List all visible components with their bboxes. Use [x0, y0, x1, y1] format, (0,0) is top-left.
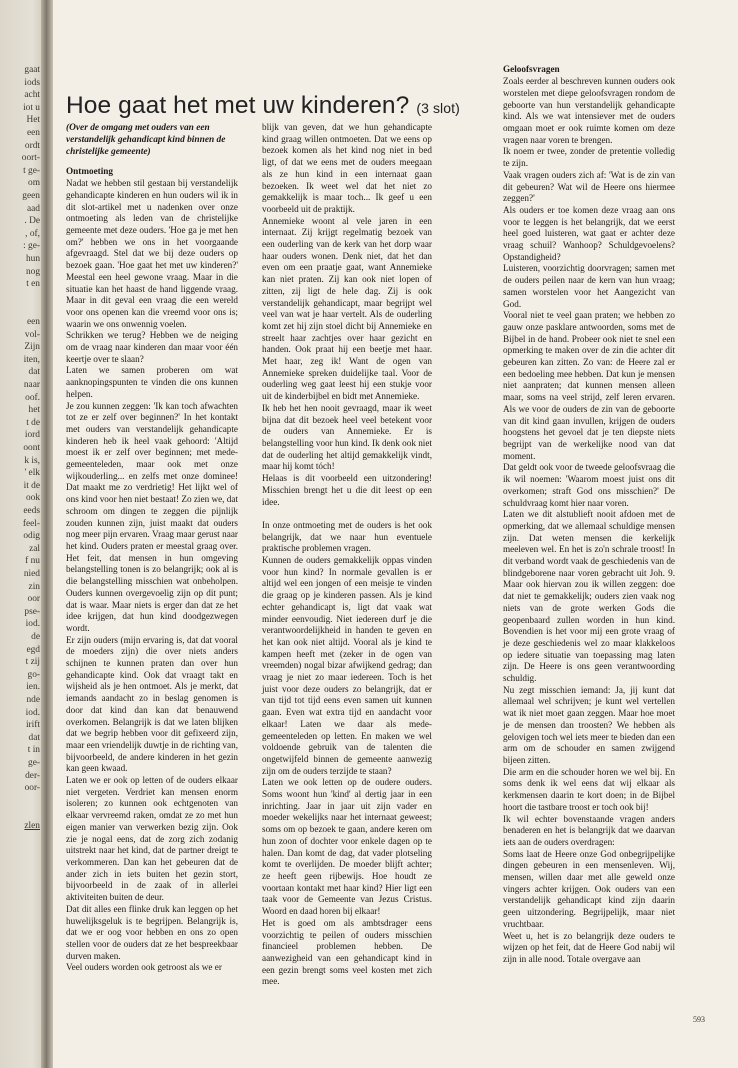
paragraph: Als ouders er toe komen deze vraag aan ons voor te leggen is het belangrijk, dat we eerst heel goed luisteren, wat gaat er achter deze vraag schuil? Wanhoop? Schuldgevoelens? Opstandigheid? — [503, 204, 675, 262]
spine-text-line: . De — [24, 216, 40, 227]
spine-text-line: zin — [28, 581, 40, 592]
spine-text-line: aad — [26, 203, 40, 214]
spine-text-line: go- — [27, 669, 40, 680]
spine-text-line: ordt — [24, 140, 40, 151]
spine-text-line: ge- — [28, 758, 40, 768]
spine-text-line: oor- — [24, 783, 40, 794]
spine-text-line: de — [31, 632, 40, 642]
spine-text-line: oof. — [25, 392, 40, 403]
spine-text-line: oont — [23, 443, 40, 453]
spine-text-line: iot u — [23, 102, 40, 113]
page-number: 593 — [693, 1015, 705, 1024]
spine-text-line: ' elk — [24, 468, 40, 479]
spine-text-line: acht — [24, 90, 40, 101]
paragraph: Ik noem er twee, zonder de pretentie volledig te zijn. — [503, 146, 675, 169]
spine-text-line: t de — [26, 417, 40, 428]
spine-text-line: ien. — [26, 682, 40, 693]
article-title-text: Hoe gaat het met uw kinderen? — [66, 92, 410, 119]
article-subtitle: (Over de omgang met ouders van een verstandelijk gehandicapt kind binnen de christelijke gemeente) — [66, 123, 226, 157]
paragraph: Laten we er ook op letten of de ouders elkaar niet vergeten. Verdriet kan mensen enorm isoleren; zo kunnen ook echtgenoten van elkaar vervreemd raken, omdat ze zo met hun eigen manier van verwerken bezig zijn. Ook zie je nogal eens, dat de zorg zich zodanig uitstrekt naar het kind, dat de partner dreigt te verkommeren. Dan kan het gebeuren dat de ander zich in iets buiten het gezin stort, bijvoorbeeld in de zaak of in allerlei aktiviteiten buiten de deur. — [66, 775, 238, 903]
column-1 — [66, 166, 238, 974]
paragraph: Het is goed om als ambtsdrager eens voorzichtig te peilen of ouders misschien financieel problemen hebben. De aanwezigheid van een gehandicapt kind in een gezin brengt soms veel kosten met zich mee. — [262, 917, 432, 987]
paragraph: Die arm en die schouder horen we wel bij. En soms denk ik wel eens dat wij elkaar als kerkmensen daarin te kort doen; in de Bijbel hoort die tastbare troost er toch ook bij! — [503, 766, 675, 812]
spine-text-line: irift — [25, 720, 40, 731]
spine-text-line: f nu — [25, 556, 40, 567]
spine-text-line: Het — [26, 115, 40, 126]
spine-text-line: nde — [26, 695, 40, 705]
paragraph: Dat geldt ook voor de tweede geloofsvraag die ik wil noemen: 'Waarom moest juist ons dit overkomen; straft God ons misschien?' De schuldvraag komt hier naar voren. — [503, 462, 675, 508]
spine-text-line: het — [28, 405, 40, 416]
paragraph: Laten we dit alstublieft nooit afdoen met de opmerking, dat we allemaal schuldige mensen zijn. Dat weten mensen die kerkelijk meeleven wel. En het is zo'n schrale troost! In dit verband wordt vaak de geschiedenis van de blindgeborene naar voren gebracht uit Joh. 9. Maar ook hiervan zou ik willen zeggen: doe dat niet te gemakkelijk; ouders zien vaak nog niets van de grote werken Gods die geopenbaard zullen worden in hun kind. Bovendien is het voor mij een grote vraag of je deze geschiedenis wel zo maar klakkeloos op iedere situatie van toepassing mag laten zijn. De Heere is ons geen verantwoording schuldig. — [503, 509, 675, 684]
paragraph: Dat dit alles een flinke druk kan leggen op het huwelijksgeluk is te begrijpen. Belangrijk is, dat we er oog voor hebben en ons zo open stellen voor de ouders dat ze het bespreekbaar durven maken. — [66, 903, 238, 961]
spine-text-line: nied — [23, 569, 40, 579]
paragraph: Nadat we hebben stil gestaan bij verstandelijk gehandicapte kinderen en hun ouders wil ik in dit slot-artikel met u nadenken over onze ontmoeting als leden van de christelijke gemeente met deze ouders. 'Hoe ga je met hen om?' hebben we ons in het voorgaande afgevraagd. Stel dat we bij deze ouders op bezoek gaan. 'Hoe gaat het met uw kinderen?' Meestal een heel gewone vraag. Maar in die situatie kan het haast de hand liggende vraag. Maar in dit geval een vraag die een wereld voor ons openen kan die vreemd voor ons is; waarin we ons onwennig voelen. — [66, 178, 238, 329]
column-3 — [503, 64, 675, 966]
spine-text-line: egd — [26, 644, 40, 655]
spine-text-line: iord — [24, 430, 40, 441]
spine-text-line: t en — [26, 279, 40, 290]
spine-text-line: pse- — [24, 606, 40, 617]
paragraph: Ik heb het hen nooit gevraagd, maar ik weet bijna dat dit bezoek heel veel betekent voor de ouders van Annemieke. Er is belangstelling voor hun kind. Ik denk ook niet dat de ouderling het altijd gemakkelijk vindt, maar hij komt tóch! — [262, 402, 432, 472]
spine-text-line: nog — [25, 266, 40, 277]
paragraph: Veel ouders worden ook getroost als we er — [66, 962, 222, 973]
paragraph-gap — [262, 508, 432, 520]
paragraph: blijk van geven, dat we hun gehandicapte kind graag willen ontmoeten. Dat we eens op bezoek komen als het kind nog niet in bed ligt, of dat we eens met de ouders meegaan als ze hun kind in een internaat gaan bezoeken. Ik weet wel dat het niet zo gemakkelijk is maar toch... Ik geef u een voorbeeld uit de praktijk. — [262, 122, 432, 214]
paragraph: Er zijn ouders (mijn ervaring is, dat dat vooral de moeders zijn) die over niets anders schijnen te kunnen praten dan over hun gehandicapte kind. Ook dat vraagt takt en wijsheid als je hen ontmoet. Als je merkt, dat iemands aandacht zo in beslag genomen is door dat kind dan kan dat benauwend overkomen. Belangrijk is dat we laten blijken dat we begrip hebben voor dit gefixeerd zijn, maar een vriendelijk duwtje in de richting van, bijvoorbeeld, de andere kinderen in het gezin kan geen kwaad. — [66, 634, 238, 774]
spine-text-line: gaat — [24, 65, 40, 75]
column-2 — [262, 122, 432, 988]
section-heading: Ontmoeting — [66, 166, 113, 176]
article-title — [66, 92, 460, 120]
spine-text-line: k is, — [24, 455, 40, 466]
spine-text-line: oor — [27, 594, 40, 605]
spine-text-line: eeds — [23, 506, 40, 516]
paragraph: Schrikken we terug? Hebben we de neiging om de vraag naar kinderen dan maar voor één keertje over te slaan? — [66, 330, 238, 364]
spine-text-line: t zij — [25, 657, 40, 668]
paragraph: Je zou kunnen zeggen: 'Ik kan toch afwachten tot ze er zelf over beginnen?' In het kontakt met ouders van verstandelijk gehandicapte kinderen heb ik heel vaak gehoord: 'Altijd moest ik er zelf over beginnen; met mede-gemeenteleden, maar ook met onze wijkouderling... en zelfs met onze dominee! Dat maakt me zo verdrietig! Het lijkt wel of ons kind voor hen niet bestaat! Zo zien we, dat schroom om dingen te zeggen die pijnlijk zouden kunnen zijn, juist maakt dat ouders nog meer pijn ervaren. Vraag maar gerust naar het kind. Ouders praten er meestal graag over. Het feit, dat mensen in hun omgeving belangstelling tonen is zo belangrijk; ook al is die belangstelling misschien wat onbeholpen. Ouders kunnen overgevoelig zijn op dit punt; dat is waar. Maar niets is erger dan dat ze het idee krijgen, dat hun kind doodgezwegen wordt. — [66, 400, 238, 633]
spine-text-line: een — [26, 317, 40, 327]
paragraph: Vaak vragen ouders zich af: 'Wat is de zin van dit gebeuren? Wat wil de Heere ons hiermee zeggen?' — [503, 169, 675, 204]
spine-text-line: it de — [23, 480, 40, 491]
paragraph: Helaas is dit voorbeeld een uitzondering! Misschien brengt het u die dit leest op een idee. — [262, 473, 432, 507]
spine-text-line: een — [26, 128, 40, 138]
spine-text-line: hun — [25, 254, 40, 264]
paragraph: In onze ontmoeting met de ouders is het ook belangrijk, dat we naar hun eventuele praktische problemen vragen. — [262, 519, 432, 554]
paragraph: Soms laat de Heere onze God onbegrijpelijke dingen gebeuren in een mensenleven. Wij, mensen, willen daar met alle geweld onze vingers achter krijgen. Ook ouders van een verstandelijk gehandicapt kind zijn daarin geen uitzondering. Begrijpelijk, maar niet vruchtbaar. — [503, 848, 675, 929]
paragraph: Weet u, het is zo belangrijk deze ouders te wijzen op het feit, dat de Heere God nabij wil zijn in alle nood. Totale overgave aan — [503, 930, 675, 964]
previous-page-edge — [0, 0, 46, 1068]
paragraph: Laten we ook letten op de oudere ouders. Soms woont hun 'kind' al dertig jaar in een inrichting. Jaar in jaar uit zijn vader en moeder wekelijks naar het internaat geweest; soms om op bezoek te gaan, andere keren om hun zoon of dochter voor enkele dagen op te halen. Dan komt de dag, dat vader plotseling komt te overlijden. De moeder blijft achter; ze heeft geen rijbewijs. Hoe houdt ze voortaan kontakt met haar kind? Hier ligt een taak voor de Gemeente van Jezus Cristus. Woord en daad horen bij elkaar! — [262, 777, 432, 917]
paragraph: Kunnen de ouders gemakkelijk oppas vinden voor hun kind? In normale gevallen is er altijd wel een jongen of een meisje te vinden die graag op je kinderen passen. Als je kind echter gehandicapt is, ligt dat vaak wat minder eenvoudig. Niet iedereen durf je die verantwoordelijkheid in handen te geven en het kan ook niet altijd. Vooral als je kind te kampen heeft met (zeker in de ogen van vreemden) nogal bizar afwijkend gedrag; dan vraag je niet zo maar iedereen. Toch is het juist voor deze ouders zo belangrijk, dat er van tijd tot tijd eens even samen uit kunnen gaan. Even wat extra tijd en aandacht voor elkaar! Laten we daar als mede-gemeenteleden op letten. En maken we wel voldoende gebruik van de talenten die ongetwijfeld binnen de gemeente aanwezig zijn om de ouders terzijde te staan? — [262, 555, 432, 776]
article-title-suffix: (3 slot) — [416, 100, 460, 116]
paragraph: Laten we samen proberen om wat aanknopingspunten te vinden die ons kunnen helpen. — [66, 365, 238, 399]
paragraph: Vooral niet te veel gaan praten; we hebben zo gauw onze pasklare antwoorden, soms met de Bijbel in de hand. Probeer ook niet te snel een opmerking te maken over de zin die achter dit gebeuren kan zitten. Zo van: de Heere zal er een bedoeling mee hebben. Dat kun je mensen niet aanpraten; dat kunnen mensen alleen maar, soms na veel strijd, zelf leren ervaren. Als we voor de ouders de zin van de geboorte van dit kind gaan invullen, krijgen de ouders hoogstens het gevoel dat je ten diepste niets begrijpt van de werkelijke nood van dat moment. — [503, 310, 675, 461]
paragraph: Zoals eerder al beschreven kunnen ouders ook worstelen met diepe geloofsvragen rondom de geboorte van hun verstandelijk gehandicapte kind. Als we wat intensiever met de ouders omgaan moet er ook ruimte komen om deze vragen naar voren te brengen. — [503, 76, 675, 145]
spine-text-line: odig — [23, 531, 40, 542]
paragraph: Ik wil echter bovenstaande vragen anders benaderen en het is belangrijk dat we daarvan iets aan de ouders overdragen: — [503, 813, 675, 847]
spine-text-line: oort- — [21, 153, 40, 164]
spine-text-line: dat — [28, 732, 40, 743]
section-heading: Geloofsvragen — [503, 64, 560, 74]
spine-text-line: Zijn — [24, 342, 40, 353]
paragraph: Annemieke woont al vele jaren in een internaat. Zij krijgt regelmatig bezoek van een ouderling van de kerk van het dorp waar haar ouders wonen. Denk niet, dat het dan even om een praatje gaat, want Annemieke kan niet praten. Zij kan ook niet lopen of zitten, zij ligt de hele dag. Zij is ook verstandelijk gehandicapt, maar begrijpt wel veel van wat je haar vertelt. Als de ouderling komt zet hij zijn stoel dicht bij Annemieke en streelt haar zachtjes over haar gezicht en handen. Ook praat hij een beetje met haar. Met haar, zeg ik! Want de ogen van Annemieke spreken duidelijke taal. Voor de ouderling weg gaat leest hij een stukje voor uit de kinderbijbel en bidt met Annemieke. — [262, 215, 432, 402]
spine-text-line: iods — [24, 77, 40, 88]
spine-text-line: ook — [25, 493, 40, 504]
spine-text-line: zal — [29, 543, 40, 554]
binding-gutter — [41, 0, 53, 1068]
spine-text-line: naar — [23, 380, 40, 390]
spine-text-line: om — [28, 178, 40, 189]
spine-text-line: feel- — [22, 518, 40, 529]
spine-text-line: t ge- — [23, 165, 40, 176]
spine-text-line: iten, — [23, 354, 40, 365]
spine-text-line: vol- — [24, 329, 40, 340]
spine-text-line: der- — [25, 770, 40, 781]
spine-text-line: , of, — [25, 228, 40, 239]
paragraph: Nu zegt misschien iemand: Ja, jij kunt dat allemaal wel schrijven; je kunt wel vertellen wat ik niet moet gaan zeggen. Maar hoe moet je de mensen dan troosten? We hebben als gelovigen toch wel iets meer te bieden dan een arm om de schouder en samen zwijgend bijeen zitten. — [503, 684, 675, 765]
spine-text-line: geen — [22, 191, 40, 201]
spine-text-line: zlen — [24, 821, 40, 831]
paragraph: Luisteren, voorzichtig doorvragen; samen met de ouders peilen naar de kern van hun vraag; samen worstelen voor het Aangezicht van God. — [503, 263, 675, 309]
spine-text-line: : ge- — [23, 241, 40, 252]
spine-text-line: dat — [28, 367, 40, 378]
spine-text-line: t in — [27, 745, 40, 756]
spine-text-line: iod. — [25, 707, 40, 718]
spine-text-line: iod. — [25, 619, 40, 630]
